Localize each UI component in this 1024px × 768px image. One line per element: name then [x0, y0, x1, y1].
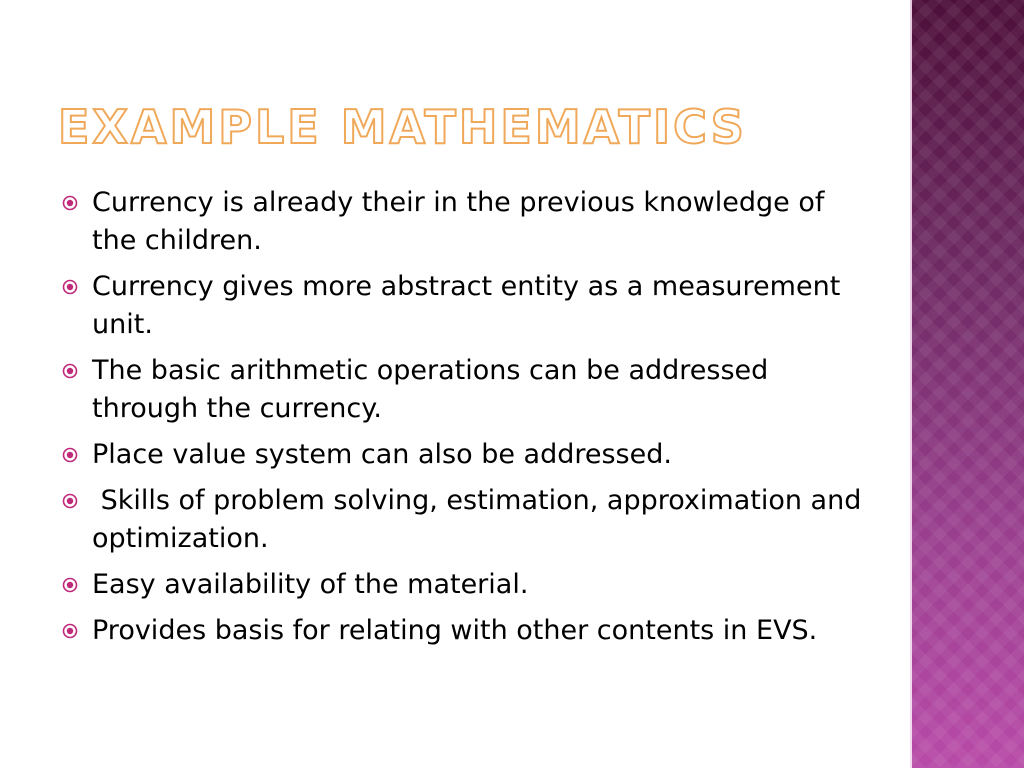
bullet-list [62, 184, 870, 658]
radio-bullet-icon [62, 493, 78, 509]
bullet-text: Currency is already their in the previous knowledge of the children. [92, 187, 833, 256]
bullet-item [62, 268, 862, 344]
bullet-text: Place value system can also be addressed. [92, 439, 672, 470]
bullet-item [62, 612, 862, 650]
bullet-text: Easy availability of the material. [92, 569, 529, 600]
bullet-text: Skills of problem solving, estimation, approximation and optimization. [92, 485, 870, 554]
bullet-item [62, 566, 862, 604]
bullet-text: Currency gives more abstract entity as a measurement unit. [92, 271, 849, 340]
bullet-text: Provides basis for relating with other contents in EVS. [92, 615, 818, 646]
radio-bullet-icon [62, 279, 78, 295]
bullet-text: The basic arithmetic operations can be addressed through the currency. [92, 355, 777, 424]
radio-bullet-icon [62, 363, 78, 379]
radio-bullet-icon [62, 447, 78, 463]
bullet-item [62, 352, 862, 428]
radio-bullet-icon [62, 577, 78, 593]
radio-bullet-icon [62, 195, 78, 211]
slide-title: EXAMPLE MATHEMATICS [58, 100, 747, 154]
bullet-item [62, 482, 870, 558]
bullet-item [62, 184, 862, 260]
side-decorative-band [912, 0, 1024, 768]
bullet-item [62, 436, 862, 474]
radio-bullet-icon [62, 623, 78, 639]
